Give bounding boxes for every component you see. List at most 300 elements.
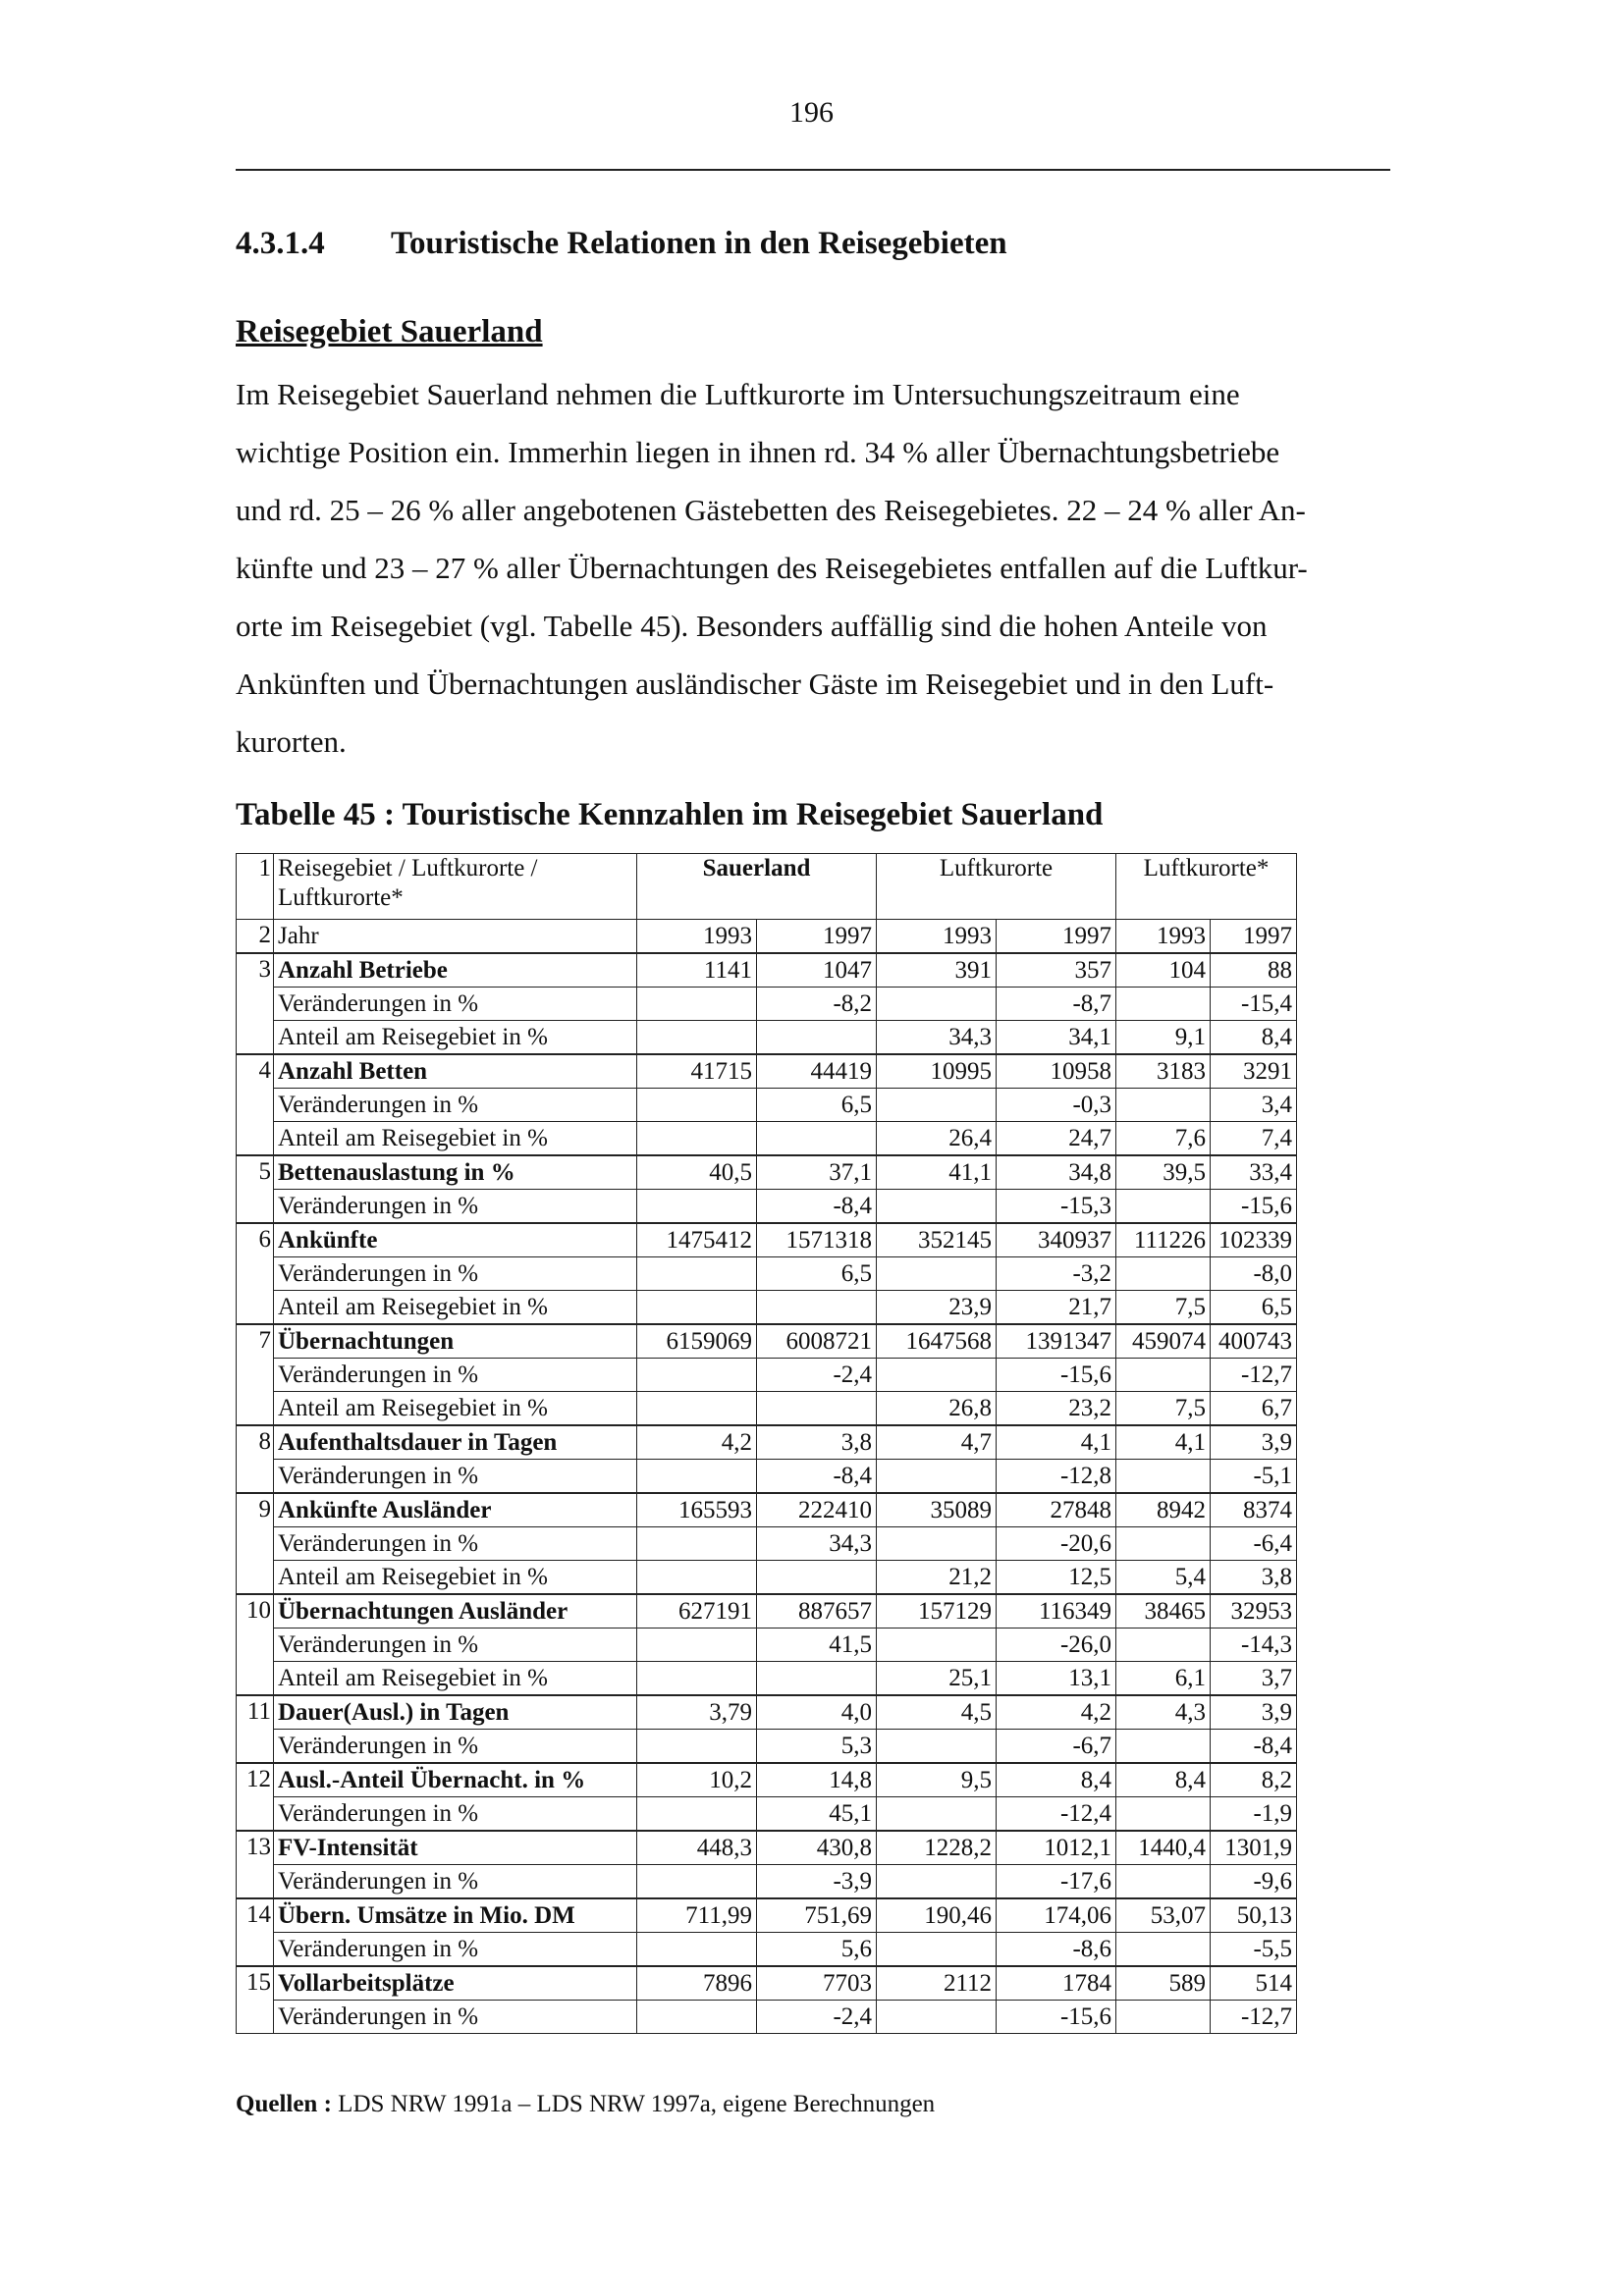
table-row-main [237, 1695, 1297, 1730]
row-label: Vollarbeitsplätze [274, 1966, 637, 2001]
table-row-sub [237, 1190, 1297, 1224]
value-cell: 12,5 [997, 1561, 1116, 1595]
value-cell: -8,4 [1211, 1730, 1297, 1764]
value-cell: 6008721 [757, 1324, 877, 1359]
value-cell: 190,46 [877, 1898, 997, 1933]
value-cell: 3,8 [1211, 1561, 1297, 1595]
row-index [237, 1021, 274, 1055]
value-cell: 88 [1211, 953, 1297, 988]
value-cell: 751,69 [757, 1898, 877, 1933]
value-cell: -15,6 [1211, 1190, 1297, 1224]
value-cell: -15,6 [997, 1359, 1116, 1392]
table-row-main [237, 1155, 1297, 1190]
row-index [237, 1561, 274, 1595]
table-row-sub [237, 1527, 1297, 1561]
value-cell [877, 1797, 997, 1832]
value-cell [637, 1561, 757, 1595]
value-cell [757, 1662, 877, 1696]
value-cell [1116, 1865, 1211, 1899]
row-label: Anteil am Reisegebiet in % [274, 1122, 637, 1156]
value-cell: 3,8 [757, 1425, 877, 1460]
value-cell: 33,4 [1211, 1155, 1297, 1190]
row-label: Übernachtungen [274, 1324, 637, 1359]
value-cell [637, 1021, 757, 1055]
value-cell: -3,9 [757, 1865, 877, 1899]
paragraph-line: Ankünften und Übernachtungen ausländischer Gäste im Reisegebiet und in den Luft- [236, 667, 1274, 701]
value-cell: 3291 [1211, 1054, 1297, 1089]
value-cell: 3,9 [1211, 1425, 1297, 1460]
row-index: 14 [237, 1898, 274, 1933]
row-label: Anteil am Reisegebiet in % [274, 1291, 637, 1325]
value-cell [1116, 1629, 1211, 1662]
table-row-main [237, 1324, 1297, 1359]
row-label: Veränderungen in % [274, 1089, 637, 1122]
value-cell: 448,3 [637, 1831, 757, 1865]
row-index: 13 [237, 1831, 274, 1865]
value-cell: -8,6 [997, 1933, 1116, 1967]
value-cell [637, 1291, 757, 1325]
table-row-main [237, 953, 1297, 988]
year-cell: 1997 [757, 920, 877, 954]
value-cell: 352145 [877, 1223, 997, 1257]
value-cell [637, 988, 757, 1021]
value-cell: 627191 [637, 1594, 757, 1629]
row-index: 7 [237, 1324, 274, 1359]
row-label: Anteil am Reisegebiet in % [274, 1662, 637, 1696]
paragraph-line: und rd. 25 – 26 % aller angebotenen Gästebetten des Reisegebietes. 22 – 24 % aller An- [236, 493, 1306, 527]
value-cell: -8,4 [757, 1460, 877, 1494]
row-index [237, 1730, 274, 1764]
value-cell: 10995 [877, 1054, 997, 1089]
value-cell: -15,6 [997, 2001, 1116, 2034]
group-header-luftkurorte: Luftkurorte [877, 854, 1116, 920]
row-label: Dauer(Ausl.) in Tagen [274, 1695, 637, 1730]
table-row-sub [237, 988, 1297, 1021]
value-cell: 10958 [997, 1054, 1116, 1089]
value-cell [877, 1089, 997, 1122]
value-cell: 2112 [877, 1966, 997, 2001]
table-row-sub [237, 1933, 1297, 1967]
value-cell: -2,4 [757, 1359, 877, 1392]
value-cell: 32953 [1211, 1594, 1297, 1629]
value-cell [637, 1865, 757, 1899]
value-cell: 9,5 [877, 1763, 997, 1797]
row-label: Veränderungen in % [274, 1527, 637, 1561]
table-row-sub [237, 1662, 1297, 1696]
table-header-row [237, 854, 1297, 920]
value-cell [1116, 1190, 1211, 1224]
year-cell: 1993 [637, 920, 757, 954]
value-cell: 711,99 [637, 1898, 757, 1933]
value-cell: -15,4 [1211, 988, 1297, 1021]
row-index: 9 [237, 1493, 274, 1527]
row-label: Veränderungen in % [274, 1190, 637, 1224]
row-label: Übern. Umsätze in Mio. DM [274, 1898, 637, 1933]
row-label: Anzahl Betriebe [274, 953, 637, 988]
value-cell [877, 988, 997, 1021]
table-row-sub [237, 1089, 1297, 1122]
value-cell [877, 1359, 997, 1392]
row-index: 11 [237, 1695, 274, 1730]
value-cell: -17,6 [997, 1865, 1116, 1899]
value-cell [1116, 2001, 1211, 2034]
value-cell: 1141 [637, 953, 757, 988]
statistics-table [236, 853, 1297, 2034]
value-cell: 111226 [1116, 1223, 1211, 1257]
row-label: Ankünfte Ausländer [274, 1493, 637, 1527]
value-cell [637, 1190, 757, 1224]
table-row-main [237, 1493, 1297, 1527]
row-label: Anzahl Betten [274, 1054, 637, 1089]
value-cell: 7,4 [1211, 1122, 1297, 1156]
value-cell: 41,1 [877, 1155, 997, 1190]
row-index: 8 [237, 1425, 274, 1460]
section-number: 4.3.1.4 [236, 226, 325, 261]
value-cell: 104 [1116, 953, 1211, 988]
table-row-main [237, 1966, 1297, 2001]
value-cell: 116349 [997, 1594, 1116, 1629]
value-cell: 3,7 [1211, 1662, 1297, 1696]
sources-note [236, 2091, 935, 2118]
table-row-main [237, 1831, 1297, 1865]
value-cell: 1012,1 [997, 1831, 1116, 1865]
value-cell [877, 1933, 997, 1967]
value-cell: 1301,9 [1211, 1831, 1297, 1865]
row-label: Veränderungen in % [274, 1629, 637, 1662]
value-cell: -15,3 [997, 1190, 1116, 1224]
value-cell [637, 1662, 757, 1696]
value-cell: 1228,2 [877, 1831, 997, 1865]
value-cell [1116, 1797, 1211, 1832]
value-cell: -20,6 [997, 1527, 1116, 1561]
value-cell: 21,2 [877, 1561, 997, 1595]
row-index [237, 1629, 274, 1662]
row-label: Veränderungen in % [274, 1797, 637, 1832]
value-cell: 34,1 [997, 1021, 1116, 1055]
value-cell [877, 1730, 997, 1764]
value-cell [877, 1629, 997, 1662]
value-cell: -12,8 [997, 1460, 1116, 1494]
year-cell: 1997 [997, 920, 1116, 954]
value-cell: 8,4 [1116, 1763, 1211, 1797]
value-cell: 1784 [997, 1966, 1116, 2001]
value-cell [637, 1933, 757, 1967]
group-header-sauerland: Sauerland [637, 854, 877, 920]
row-index [237, 1291, 274, 1325]
value-cell: 34,3 [757, 1527, 877, 1561]
value-cell: -12,7 [1211, 2001, 1297, 2034]
row-label: Bettenauslastung in % [274, 1155, 637, 1190]
value-cell: 1047 [757, 953, 877, 988]
value-cell: 157129 [877, 1594, 997, 1629]
value-cell [1116, 1730, 1211, 1764]
value-cell: -8,7 [997, 988, 1116, 1021]
row-index: 3 [237, 953, 274, 988]
value-cell: 14,8 [757, 1763, 877, 1797]
value-cell: 887657 [757, 1594, 877, 1629]
value-cell: 45,1 [757, 1797, 877, 1832]
value-cell: 4,0 [757, 1695, 877, 1730]
row-index [237, 1527, 274, 1561]
value-cell: -8,4 [757, 1190, 877, 1224]
value-cell [757, 1021, 877, 1055]
value-cell: -8,0 [1211, 1257, 1297, 1291]
year-cell: 1997 [1211, 920, 1297, 954]
value-cell: 3,79 [637, 1695, 757, 1730]
value-cell: 3183 [1116, 1054, 1211, 1089]
value-cell: 27848 [997, 1493, 1116, 1527]
value-cell [757, 1561, 877, 1595]
value-cell [1116, 1359, 1211, 1392]
value-cell: -12,7 [1211, 1359, 1297, 1392]
value-cell [1116, 1460, 1211, 1494]
value-cell [1116, 1089, 1211, 1122]
value-cell: 459074 [1116, 1324, 1211, 1359]
table-row-sub [237, 2001, 1297, 2034]
header-rule [236, 169, 1390, 171]
value-cell: 165593 [637, 1493, 757, 1527]
table-row-main [237, 1425, 1297, 1460]
value-cell: 1440,4 [1116, 1831, 1211, 1865]
value-cell: 24,7 [997, 1122, 1116, 1156]
value-cell: 3,4 [1211, 1089, 1297, 1122]
value-cell [637, 1392, 757, 1426]
section-title: Touristische Relationen in den Reisegebieten [391, 226, 1007, 261]
header-label: Reisegebiet / Luftkurorte / Luftkurorte* [274, 854, 637, 920]
value-cell: 4,1 [997, 1425, 1116, 1460]
value-cell [637, 1527, 757, 1561]
value-cell: 5,6 [757, 1933, 877, 1967]
value-cell: 6,5 [757, 1257, 877, 1291]
table-row-main [237, 1054, 1297, 1089]
value-cell [1116, 1933, 1211, 1967]
row-label: Veränderungen in % [274, 988, 637, 1021]
value-cell: 6,5 [1211, 1291, 1297, 1325]
value-cell: 9,1 [1116, 1021, 1211, 1055]
table-row-main [237, 1763, 1297, 1797]
value-cell: 589 [1116, 1966, 1211, 2001]
value-cell: 39,5 [1116, 1155, 1211, 1190]
row-label: FV-Intensität [274, 1831, 637, 1865]
value-cell: 23,2 [997, 1392, 1116, 1426]
value-cell [757, 1122, 877, 1156]
value-cell: 1647568 [877, 1324, 997, 1359]
table-row-sub [237, 1392, 1297, 1426]
row-index [237, 1089, 274, 1122]
row-index [237, 988, 274, 1021]
value-cell: -8,2 [757, 988, 877, 1021]
page-number: 196 [789, 96, 834, 129]
table-row-sub [237, 1122, 1297, 1156]
value-cell: 7,5 [1116, 1392, 1211, 1426]
table-row-sub [237, 1359, 1297, 1392]
value-cell: 4,2 [997, 1695, 1116, 1730]
value-cell [637, 1257, 757, 1291]
value-cell [877, 2001, 997, 2034]
value-cell: 7896 [637, 1966, 757, 2001]
value-cell: 4,7 [877, 1425, 997, 1460]
row-index: 6 [237, 1223, 274, 1257]
value-cell: 7,5 [1116, 1291, 1211, 1325]
value-cell: 41,5 [757, 1629, 877, 1662]
value-cell: 41715 [637, 1054, 757, 1089]
value-cell [637, 1122, 757, 1156]
value-cell: 1391347 [997, 1324, 1116, 1359]
value-cell [637, 1089, 757, 1122]
value-cell [757, 1392, 877, 1426]
value-cell: 37,1 [757, 1155, 877, 1190]
paragraph-line: Im Reisegebiet Sauerland nehmen die Luftkurorte im Untersuchungszeitraum eine [236, 377, 1240, 411]
value-cell: 357 [997, 953, 1116, 988]
value-cell [1116, 1257, 1211, 1291]
value-cell [637, 1359, 757, 1392]
paragraph-line: orte im Reisegebiet (vgl. Tabelle 45). Besonders auffällig sind die hohen Anteile von [236, 609, 1268, 643]
value-cell [877, 1865, 997, 1899]
row-index [237, 1359, 274, 1392]
value-cell: 430,8 [757, 1831, 877, 1865]
row-label: Veränderungen in % [274, 1865, 637, 1899]
row-label: Veränderungen in % [274, 1933, 637, 1967]
value-cell: 6,7 [1211, 1392, 1297, 1426]
table-row-sub [237, 1257, 1297, 1291]
years-label: Jahr [274, 920, 637, 954]
row-index [237, 1865, 274, 1899]
section-heading [236, 226, 1007, 262]
table-row-sub [237, 1629, 1297, 1662]
table-caption: Tabelle 45 : Touristische Kennzahlen im Reisegebiet Sauerland [236, 797, 1104, 832]
row-index: 4 [237, 1054, 274, 1089]
value-cell: -12,4 [997, 1797, 1116, 1832]
row-index [237, 1392, 274, 1426]
value-cell [637, 1730, 757, 1764]
row-label: Aufenthaltsdauer in Tagen [274, 1425, 637, 1460]
year-cell: 1993 [1116, 920, 1211, 954]
value-cell: -6,4 [1211, 1527, 1297, 1561]
table-row-sub [237, 1460, 1297, 1494]
value-cell: -0,3 [997, 1089, 1116, 1122]
value-cell: 8,2 [1211, 1763, 1297, 1797]
row-label: Veränderungen in % [274, 2001, 637, 2034]
value-cell: 391 [877, 953, 997, 988]
value-cell: 174,06 [997, 1898, 1116, 1933]
value-cell: 10,2 [637, 1763, 757, 1797]
value-cell: 8942 [1116, 1493, 1211, 1527]
table-row-main [237, 1594, 1297, 1629]
row-index: 15 [237, 1966, 274, 2001]
table-row-sub [237, 1865, 1297, 1899]
value-cell: -1,9 [1211, 1797, 1297, 1832]
value-cell: 1475412 [637, 1223, 757, 1257]
value-cell: 5,3 [757, 1730, 877, 1764]
row-index: 1 [237, 854, 274, 920]
table-row-sub [237, 1561, 1297, 1595]
value-cell: 1571318 [757, 1223, 877, 1257]
value-cell [877, 1257, 997, 1291]
row-label: Anteil am Reisegebiet in % [274, 1561, 637, 1595]
value-cell: -9,6 [1211, 1865, 1297, 1899]
value-cell [637, 1797, 757, 1832]
paragraph-line: kurorten. [236, 724, 347, 759]
row-label: Veränderungen in % [274, 1460, 637, 1494]
table-row-sub [237, 1730, 1297, 1764]
value-cell: 340937 [997, 1223, 1116, 1257]
value-cell [637, 1460, 757, 1494]
subsection-title: Reisegebiet Sauerland [236, 314, 543, 349]
value-cell: 26,8 [877, 1392, 997, 1426]
value-cell [877, 1460, 997, 1494]
value-cell: 3,9 [1211, 1695, 1297, 1730]
value-cell: 514 [1211, 1966, 1297, 2001]
value-cell: -5,5 [1211, 1933, 1297, 1967]
value-cell: 6,1 [1116, 1662, 1211, 1696]
value-cell [757, 1291, 877, 1325]
row-index [237, 1460, 274, 1494]
row-label: Veränderungen in % [274, 1730, 637, 1764]
row-index: 10 [237, 1594, 274, 1629]
value-cell: 4,3 [1116, 1695, 1211, 1730]
row-label: Veränderungen in % [274, 1257, 637, 1291]
value-cell: 7703 [757, 1966, 877, 2001]
value-cell: 13,1 [997, 1662, 1116, 1696]
value-cell: 34,8 [997, 1155, 1116, 1190]
table-row-main [237, 1898, 1297, 1933]
row-index [237, 1122, 274, 1156]
value-cell [1116, 1527, 1211, 1561]
value-cell: 8374 [1211, 1493, 1297, 1527]
row-index: 12 [237, 1763, 274, 1797]
value-cell: 102339 [1211, 1223, 1297, 1257]
value-cell: 38465 [1116, 1594, 1211, 1629]
value-cell: 23,9 [877, 1291, 997, 1325]
value-cell: 6159069 [637, 1324, 757, 1359]
row-index: 5 [237, 1155, 274, 1190]
table-row-main [237, 1223, 1297, 1257]
table-row-sub [237, 1797, 1297, 1832]
row-label: Anteil am Reisegebiet in % [274, 1392, 637, 1426]
years-row [237, 920, 1297, 954]
row-label: Veränderungen in % [274, 1359, 637, 1392]
sources-text: LDS NRW 1991a – LDS NRW 1997a, eigene Berechnungen [338, 2091, 936, 2117]
value-cell: 35089 [877, 1493, 997, 1527]
value-cell: 4,2 [637, 1425, 757, 1460]
sources-label: Quellen : [236, 2091, 332, 2117]
value-cell: 5,4 [1116, 1561, 1211, 1595]
value-cell: -6,7 [997, 1730, 1116, 1764]
value-cell: 4,1 [1116, 1425, 1211, 1460]
value-cell [637, 1629, 757, 1662]
value-cell: -26,0 [997, 1629, 1116, 1662]
value-cell [877, 1527, 997, 1561]
value-cell: 6,5 [757, 1089, 877, 1122]
value-cell: 53,07 [1116, 1898, 1211, 1933]
row-index: 2 [237, 920, 274, 954]
value-cell: -5,1 [1211, 1460, 1297, 1494]
value-cell: 8,4 [1211, 1021, 1297, 1055]
value-cell: -14,3 [1211, 1629, 1297, 1662]
row-index [237, 1933, 274, 1967]
value-cell: 44419 [757, 1054, 877, 1089]
paragraph-line: künfte und 23 – 27 % aller Übernachtungen des Reisegebietes entfallen auf die Luftkur- [236, 551, 1308, 585]
value-cell: 40,5 [637, 1155, 757, 1190]
year-cell: 1993 [877, 920, 997, 954]
row-label: Übernachtungen Ausländer [274, 1594, 637, 1629]
row-index [237, 1190, 274, 1224]
value-cell: 7,6 [1116, 1122, 1211, 1156]
paragraph-line: wichtige Position ein. Immerhin liegen in ihnen rd. 34 % aller Übernachtungsbetriebe [236, 435, 1280, 469]
row-index [237, 2001, 274, 2034]
table-row-sub [237, 1291, 1297, 1325]
table-row-sub [237, 1021, 1297, 1055]
